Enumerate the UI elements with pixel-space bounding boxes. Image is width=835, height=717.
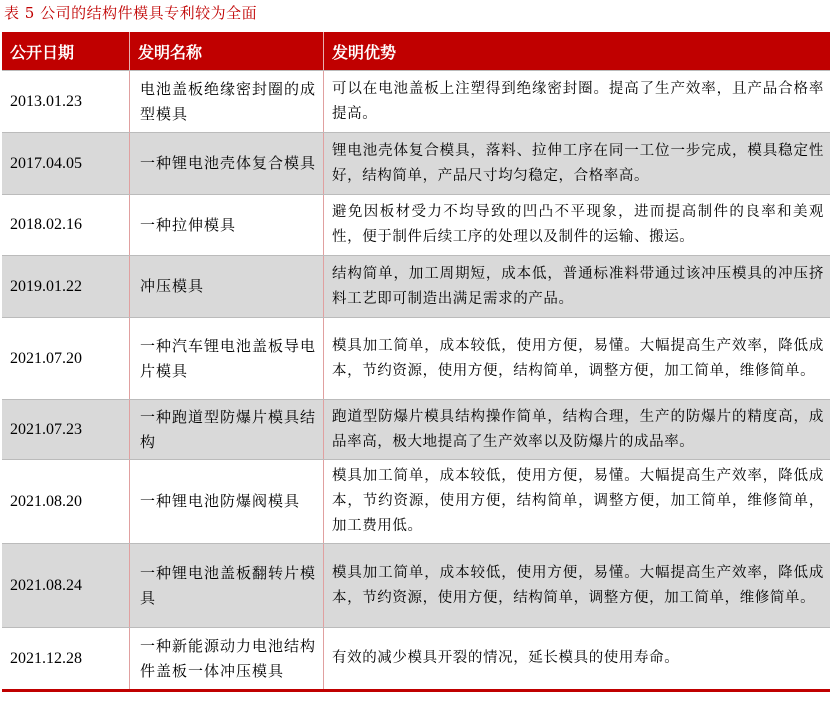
table-header [2,32,830,70]
cell-advantage: 有效的减少模具开裂的情况，延长模具的使用寿命。 [332,650,680,666]
cell-advantage: 避免因板材受力不均导致的凹凸不平现象，进而提高制件的良率和美观性，便于制件后续工序的处理以及制件的运输、搬运。 [332,204,824,245]
cell-date: 2021.07.20 [2,318,130,399]
table-row [2,459,830,543]
table-row [2,317,830,399]
table-caption: 表 5 公司的结构件模具专利较为全面 [4,4,258,22]
table-row [2,194,830,255]
cell-advantage: 模具加工简单，成本较低，使用方便，易懂。大幅提高生产效率，降低成本，节约资源，使用方便，结构简单，调整方便，加工简单，维修简单。 [332,337,824,379]
cell-name: 一种锂电池防爆阀模具 [130,460,324,543]
table-row [2,132,830,194]
cell-date: 2021.07.23 [2,400,130,459]
cell-name: 一种跑道型防爆片模具结构 [130,400,324,459]
cell-name: 冲压模具 [130,256,324,317]
cell-date: 2013.01.23 [2,71,130,132]
table-row [2,627,830,689]
cell-advantage: 锂电池壳体复合模具，落料、拉伸工序在同一工位一步完成，模具稳定性好，结构简单，产品尺寸均匀稳定，合格率高。 [332,142,824,184]
cell-date: 2021.12.28 [2,628,130,689]
cell-date: 2018.02.16 [2,195,130,255]
cell-advantage: 可以在电池盖板上注塑得到绝缘密封圈。提高了生产效率，且产品合格率提高。 [332,80,824,122]
table-row [2,255,830,317]
cell-name: 一种拉伸模具 [130,195,324,255]
header-advantage: 发明优势 [332,42,397,62]
cell-date: 2021.08.20 [2,460,130,543]
cell-advantage: 跑道型防爆片模具结构操作简单，结构合理，生产的防爆片的精度高，成品率高，极大地提高了生产效率以及防爆片的成品率。 [332,408,824,450]
header-date: 公开日期 [2,32,130,70]
patent-table [2,32,830,692]
cell-date: 2021.08.24 [2,544,130,627]
table-row [2,543,830,627]
table-row [2,70,830,132]
cell-name: 一种汽车锂电池盖板导电片模具 [130,318,324,399]
cell-name: 一种锂电池盖板翻转片模具 [130,544,324,627]
cell-advantage: 结构简单，加工周期短，成本低，普通标准料带通过该冲压模具的冲压挤料工艺即可制造出满足需求的产品。 [332,265,824,307]
cell-date: 2017.04.05 [2,133,130,194]
cell-name: 一种锂电池壳体复合模具 [130,133,324,194]
cell-advantage: 模具加工简单，成本较低，使用方便，易懂。大幅提高生产效率，降低成本，节约资源，使用方便，结构简单，调整方便，加工简单，维修简单，加工费用低。 [332,468,824,534]
cell-name: 一种新能源动力电池结构件盖板一体冲压模具 [130,628,324,689]
cell-date: 2019.01.22 [2,256,130,317]
table-row [2,399,830,459]
cell-advantage: 模具加工简单，成本较低，使用方便，易懂。大幅提高生产效率，降低成本，节约资源，使用方便，结构简单，调整方便，加工简单，维修简单。 [332,564,824,606]
cell-name: 电池盖板绝缘密封圈的成型模具 [130,71,324,132]
header-name: 发明名称 [130,32,324,70]
